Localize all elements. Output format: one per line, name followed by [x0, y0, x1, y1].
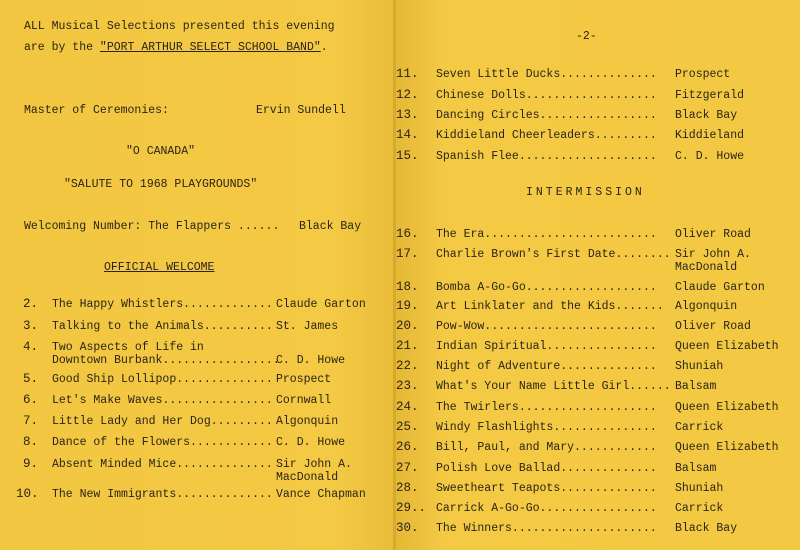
item-school: Vance Chapman [276, 488, 366, 501]
mc-label: Master of Ceremonies: [24, 104, 169, 117]
item-school: Sir John A. [675, 248, 751, 261]
item-school: Cornwall [276, 394, 332, 407]
item-number: 4. [22, 340, 38, 354]
intro-line-2 [24, 41, 328, 54]
item-school: Queen Elizabeth [675, 340, 779, 353]
item-school: C. D. Howe [276, 436, 346, 449]
item-title: The Winners..................... [436, 522, 657, 535]
item-title: Bill, Paul, and Mary............ [436, 441, 657, 454]
item-title: Absent Minded Mice.............. [52, 458, 273, 471]
item-school: Balsam [675, 380, 717, 393]
item-title: Polish Love Ballad.............. [436, 462, 657, 475]
item-title: Little Lady and Her Dog......... [52, 415, 273, 428]
item-number: 16. [396, 227, 419, 241]
item-number: 11. [396, 67, 419, 81]
item-title: Dance of the Flowers............ [52, 436, 273, 449]
item-number: 15. [396, 149, 419, 163]
official-welcome-heading: OFFICIAL WELCOME [104, 261, 215, 274]
intro-suffix: . [320, 41, 328, 54]
item-title: Art Linklater and the Kids....... [436, 300, 664, 313]
item-title: The Happy Whistlers............. [52, 298, 273, 311]
item-number: 26. [396, 440, 419, 454]
item-number: 8. [22, 435, 38, 449]
item-school: Black Bay [675, 109, 738, 122]
item-number: 21. [396, 339, 419, 353]
item-school: Sir John A. [276, 458, 352, 471]
item-school: St. James [276, 320, 339, 333]
item-title: Sweetheart Teapots.............. [436, 482, 657, 495]
item-school: C. D. Howe [675, 150, 745, 163]
item-school: Claude Garton [675, 281, 765, 294]
item-number: 25. [396, 420, 419, 434]
item-title: Seven Little Ducks.............. [436, 68, 657, 81]
item-school: Carrick [675, 421, 724, 434]
intro-line-1: ALL Musical Selections presented this evening [24, 20, 335, 33]
item-school: Carrick [675, 502, 724, 515]
item-title: Chinese Dolls................... [436, 89, 657, 102]
welcoming-number: Welcoming Number: The Flappers ...... [24, 220, 280, 233]
item-number: 22. [396, 359, 419, 373]
item-school: Balsam [675, 462, 717, 475]
item-title: Indian Spiritual................ [436, 340, 657, 353]
welcoming-school: Black Bay [299, 220, 362, 233]
item-number: 20. [396, 319, 419, 333]
page-number: -2- [576, 30, 597, 43]
item-number: 13. [396, 108, 419, 122]
band-name: "PORT ARTHUR SELECT SCHOOL BAND" [99, 41, 321, 54]
item-title: Windy Flashlights............... [436, 421, 657, 434]
item-title: Good Ship Lollipop.............. [52, 373, 273, 386]
item-school: Kiddieland [675, 129, 745, 142]
item-title: The Twirlers.................... [436, 401, 657, 414]
item-school: Queen Elizabeth [675, 401, 779, 414]
intermission-heading: INTERMISSION [526, 186, 645, 199]
item-school-line-2: MacDonald [675, 261, 738, 274]
item-title: The New Immigrants.............. [52, 488, 273, 501]
item-number: 29.. [396, 501, 427, 515]
item-title: Dancing Circles................. [436, 109, 657, 122]
item-title: Pow-Wow......................... [436, 320, 657, 333]
item-title: What's Your Name Little Girl...... [436, 380, 671, 393]
item-school: Algonquin [276, 415, 339, 428]
intro-prefix: are by the [24, 41, 100, 54]
item-number: 12. [396, 88, 419, 102]
item-number: 23. [396, 379, 419, 393]
item-title: Spanish Flee.................... [436, 150, 657, 163]
item-title: Carrick A-Go-Go................. [436, 502, 657, 515]
item-title: Talking to the Animals.......... [52, 320, 273, 333]
anthem-title: "O CANADA" [126, 145, 196, 158]
item-number: 30. [396, 521, 419, 535]
item-number: 28. [396, 481, 419, 495]
item-school: Oliver Road [675, 320, 751, 333]
item-number: 14. [396, 128, 419, 142]
item-school-line-2: MacDonald [276, 471, 339, 484]
item-school: Black Bay [675, 522, 738, 535]
item-number: 2. [22, 297, 38, 311]
item-title: The Era......................... [436, 228, 657, 241]
item-title: Kiddieland Cheerleaders......... [436, 129, 657, 142]
item-school: Algonquin [675, 300, 738, 313]
item-school: Shuniah [675, 360, 724, 373]
item-school: Prospect [675, 68, 731, 81]
item-number: 6. [22, 393, 38, 407]
item-school: Oliver Road [675, 228, 751, 241]
item-school: Fitzgerald [675, 89, 745, 102]
item-school: Shuniah [675, 482, 724, 495]
mc-name: Ervin Sundell [256, 104, 346, 117]
item-school: Claude Garton [276, 298, 366, 311]
item-number: 7. [22, 414, 38, 428]
item-school: Queen Elizabeth [675, 441, 779, 454]
item-number: 9. [22, 457, 38, 471]
item-title: Bomba A-Go-Go................... [436, 281, 657, 294]
item-number: 24. [396, 400, 419, 414]
item-title: Night of Adventure.............. [436, 360, 657, 373]
item-number: 17. [396, 247, 419, 261]
item-number: 5. [22, 372, 38, 386]
item-number: 10. [16, 487, 39, 501]
item-number: 3. [22, 319, 38, 333]
item-number: 19. [396, 299, 419, 313]
salute-title: "SALUTE TO 1968 PLAYGROUNDS" [64, 178, 258, 191]
item-title-line-2: Downtown Burbank................. [52, 354, 280, 367]
item-title: Charlie Brown's First Date........ [436, 248, 671, 261]
item-number: 18. [396, 280, 419, 294]
item-title: Two Aspects of Life in [52, 341, 204, 354]
item-title: Let's Make Waves................ [52, 394, 273, 407]
item-school: Prospect [276, 373, 332, 386]
item-school: C. D. Howe [276, 354, 346, 367]
item-number: 27. [396, 461, 419, 475]
